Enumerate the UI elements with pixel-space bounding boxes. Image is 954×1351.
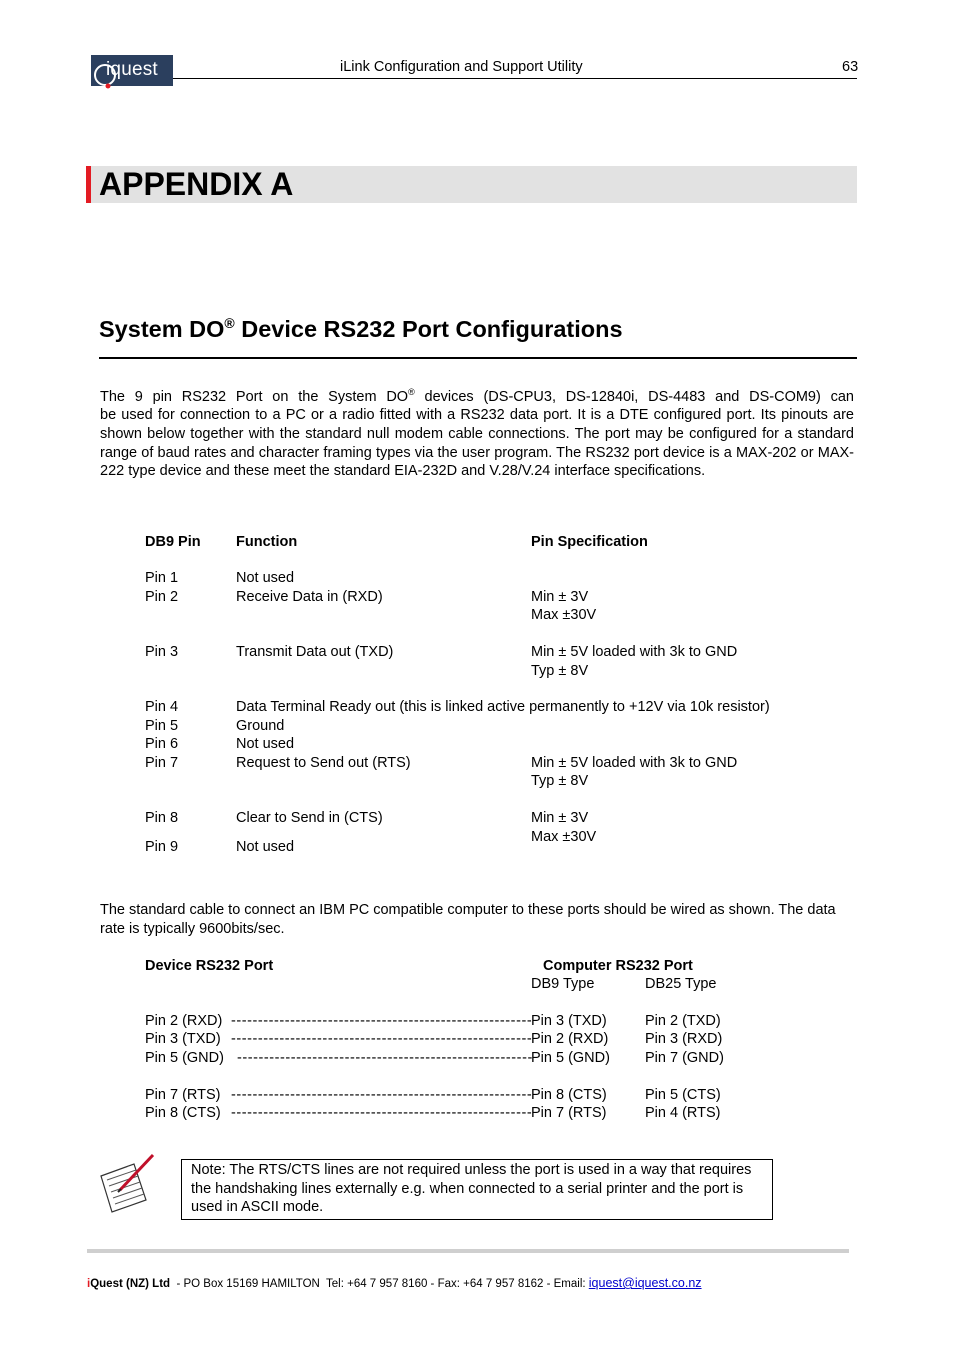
pin-label: Pin 9: [145, 839, 179, 855]
cable-db25-pin: Pin 2 (TXD): [645, 1013, 721, 1029]
appendix-accent-bar: [86, 166, 91, 203]
pin-label: Pin 3: [145, 644, 179, 660]
col-header-spec: Pin Specification: [531, 534, 648, 550]
pin-function: Request to Send out (RTS): [236, 755, 411, 771]
cable-db9-pin: Pin 5 (GND): [531, 1050, 610, 1066]
pin-function: Receive Data in (RXD): [236, 589, 383, 605]
cable-device-pin: Pin 7 (RTS): [145, 1087, 221, 1103]
pin-label: Pin 5: [145, 718, 179, 734]
cable-db25-pin: Pin 5 (CTS): [645, 1087, 721, 1103]
logo-text: iquest: [106, 59, 158, 80]
computer-port-header: Computer RS232 Port: [543, 958, 693, 974]
section-title: System DO® Device RS232 Port Configurations: [99, 315, 623, 342]
cable-dashes: --------------------------------------------------------: [231, 1031, 533, 1047]
pin-function: Clear to Send in (CTS): [236, 810, 383, 826]
cable-db9-pin: Pin 3 (TXD): [531, 1013, 607, 1029]
cable-dashes: -------------------------------------------------------: [237, 1050, 533, 1066]
footer: iQuest (NZ) Ltd - PO Box 15169 HAMILTON Tel: +64 7 957 8160 - Fax: +64 7 957 8162 - Email: iquest@iquest.co.nz: [87, 1276, 702, 1290]
cable-device-pin: Pin 8 (CTS): [145, 1105, 221, 1121]
pin-label: Pin 6: [145, 736, 179, 752]
cable-db25-pin: Pin 7 (GND): [645, 1050, 724, 1066]
pin-spec: Min ± 3V: [531, 589, 589, 605]
pin-spec: Max ±30V: [531, 829, 597, 845]
footer-email-link[interactable]: iquest@iquest.co.nz: [588, 1276, 702, 1290]
pin-spec: Min ± 5V loaded with 3k to GND: [531, 755, 738, 771]
cable-db25-pin: Pin 4 (RTS): [645, 1105, 721, 1121]
col-header-pin: DB9 Pin: [145, 534, 201, 550]
appendix-title: APPENDIX A: [99, 166, 294, 202]
pin-spec: Typ ± 8V: [531, 773, 589, 789]
cable-device-pin: Pin 2 (RXD): [145, 1013, 223, 1029]
section-rule: [99, 357, 857, 359]
pin-spec: Min ± 5V loaded with 3k to GND: [531, 644, 738, 660]
page-number: 63: [842, 59, 859, 75]
pin-spec: Max ±30V: [531, 607, 597, 623]
col-header-function: Function: [236, 534, 298, 550]
pin-function: Ground: [236, 718, 285, 734]
header-title: iLink Configuration and Support Utility: [340, 59, 583, 75]
pin-label: Pin 1: [145, 570, 179, 586]
pin-function: Transmit Data out (TXD): [236, 644, 394, 660]
pin-label: Pin 8: [145, 810, 179, 826]
cable-db9-pin: Pin 2 (RXD): [531, 1031, 609, 1047]
db9-header: DB9 Type: [531, 976, 595, 992]
pin-spec: Typ ± 8V: [531, 663, 589, 679]
footer-address: - PO Box 15169 HAMILTON Tel: +64 7 957 8160 - Fax: +64 7 957 8162 - Email:: [170, 1278, 589, 1290]
cable-device-pin: Pin 3 (TXD): [145, 1031, 221, 1047]
cable-intro: The standard cable to connect an IBM PC compatible computer to these ports should be wired as shown. The data rate is typically 9600bits/sec.: [100, 902, 836, 937]
pin-function: Not used: [236, 839, 295, 855]
intro-paragraph: The 9 pin RS232 Port on the System DO® devices (DS-CPU3, DS-12840i, DS-4483 and DS-COM9) can be used for connection to a PC or a radio fitted with a RS232 data port. It is a DTE configured port. Its pinouts are shown below together with the standard null modem cable connections. The port may be configured for a standard range of baud rates and character framing types via the user program. The RS232 port device is a MAX-202 or MAX-222 type device and these meet the standard EIA-232D and V.28/V.24 interface specifications.: [100, 387, 854, 480]
pin-spec: Min ± 3V: [531, 810, 589, 826]
cable-db25-pin: Pin 3 (RXD): [645, 1031, 723, 1047]
pin-function: Data Terminal Ready out (this is linked active permanently to +12V via 10k resistor): [236, 699, 770, 715]
pin-label: Pin 4: [145, 699, 179, 715]
cable-db9-pin: Pin 8 (CTS): [531, 1087, 607, 1103]
cable-device-pin: Pin 5 (GND): [145, 1050, 224, 1066]
notepad-pencil-icon: [98, 1152, 156, 1214]
cable-dashes: --------------------------------------------------------: [231, 1013, 533, 1029]
cable-dashes: --------------------------------------------------------: [231, 1105, 533, 1121]
pin-label: Pin 7: [145, 755, 179, 771]
footer-rule: [87, 1249, 849, 1253]
note-text: Note: The RTS/CTS lines are not required unless the port is used in a way that requires the handshaking lines externally e.g. when connected to a serial printer and the port is used in ASCII mode.: [191, 1162, 752, 1216]
device-port-header: Device RS232 Port: [145, 958, 274, 974]
pin-label: Pin 2: [145, 589, 179, 605]
header-rule: [173, 78, 857, 79]
pin-function: Not used: [236, 570, 295, 586]
db25-header: DB25 Type: [645, 976, 717, 992]
cable-db9-pin: Pin 7 (RTS): [531, 1105, 607, 1121]
pin-function: Not used: [236, 736, 295, 752]
cable-dashes: --------------------------------------------------------: [231, 1087, 533, 1103]
